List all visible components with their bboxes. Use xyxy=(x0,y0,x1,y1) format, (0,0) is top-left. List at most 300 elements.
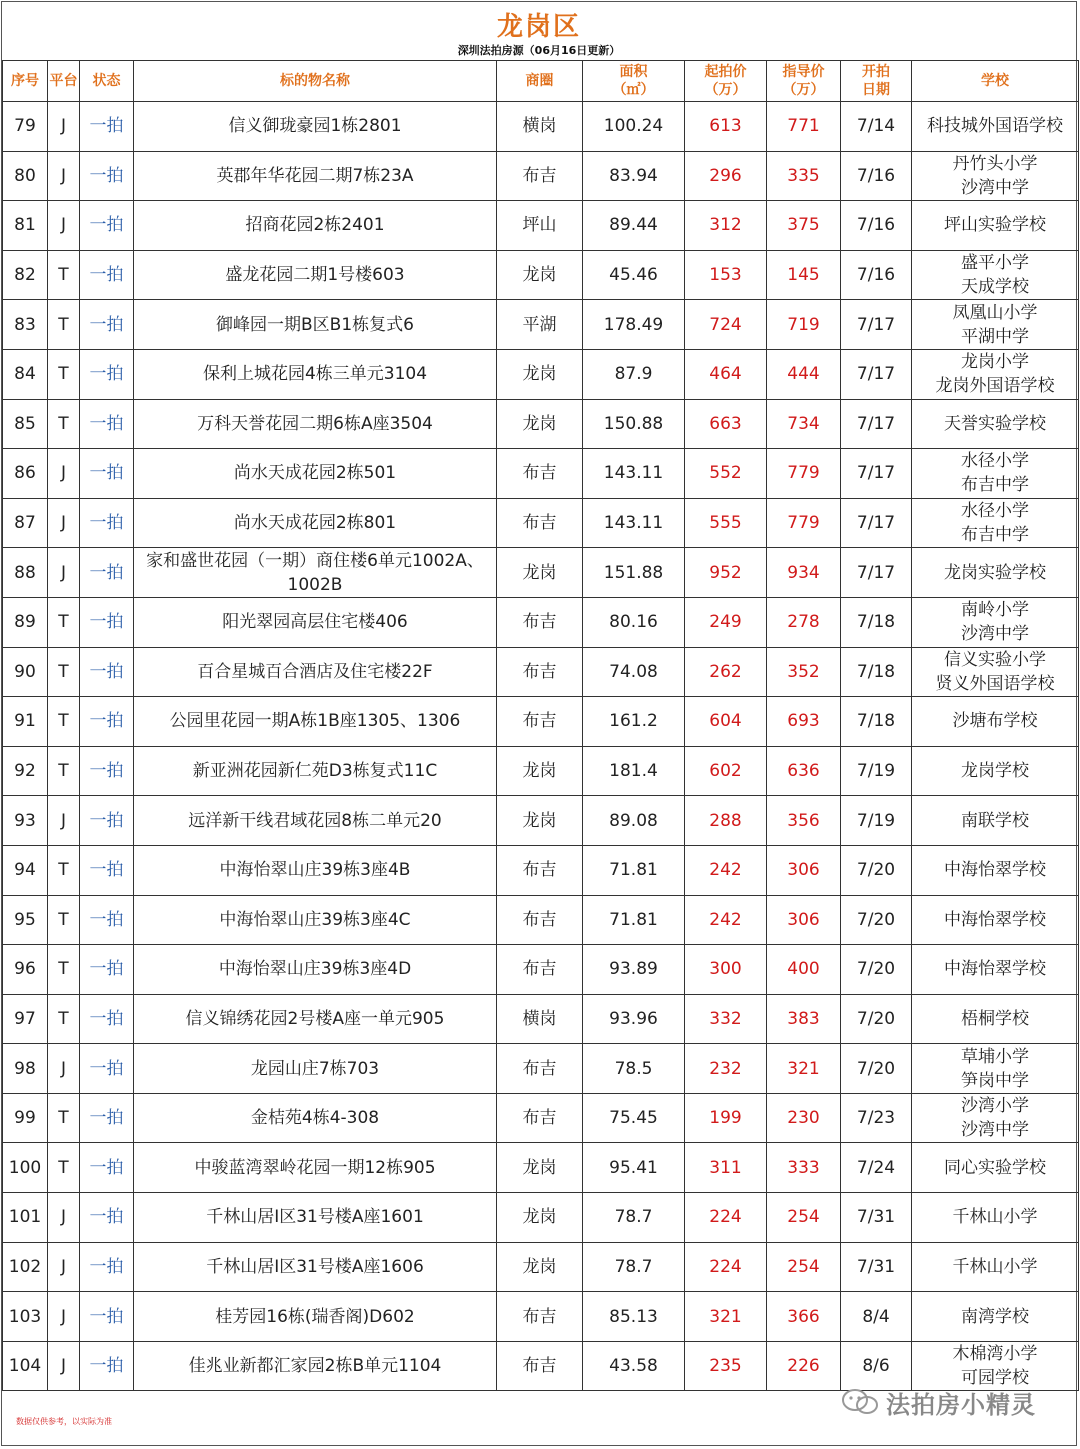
cell-size: 93.96 xyxy=(583,994,685,1044)
cell-size: 80.16 xyxy=(583,597,685,647)
cell-guide-price: 335 xyxy=(767,151,841,201)
table-row xyxy=(3,597,1079,647)
cell-status[interactable]: 一拍 xyxy=(80,895,134,945)
cell-status[interactable]: 一拍 xyxy=(80,151,134,201)
cell-district: 布吉 xyxy=(497,449,583,499)
table-row xyxy=(3,1093,1079,1143)
cell-name: 阳光翠园高层住宅楼406 xyxy=(134,597,497,647)
cell-start-price: 952 xyxy=(685,548,767,598)
cell-status[interactable]: 一拍 xyxy=(80,994,134,1044)
cell-date: 7/20 xyxy=(841,1044,912,1094)
page-title: 龙岗区 xyxy=(496,12,581,42)
cell-no: 103 xyxy=(3,1292,48,1342)
cell-no: 86 xyxy=(3,449,48,499)
cell-date: 7/19 xyxy=(841,796,912,846)
cell-start-price: 242 xyxy=(685,895,767,945)
cell-district: 龙岗 xyxy=(497,399,583,449)
cell-platform: T xyxy=(48,300,80,350)
wechat-official-account-icon xyxy=(840,1387,880,1417)
cell-start-price: 602 xyxy=(685,746,767,796)
header-size: 面积 （㎡） xyxy=(583,61,685,102)
table-row xyxy=(3,1292,1079,1342)
cell-name: 桂芳园16栋(瑞香阁)D602 xyxy=(134,1292,497,1342)
cell-guide-price: 771 xyxy=(767,102,841,152)
cell-no: 84 xyxy=(3,349,48,399)
cell-start-price: 296 xyxy=(685,151,767,201)
cell-no: 90 xyxy=(3,647,48,697)
cell-date: 8/6 xyxy=(841,1341,912,1391)
cell-start-price: 262 xyxy=(685,647,767,697)
cell-guide-price: 230 xyxy=(767,1093,841,1143)
cell-date: 7/16 xyxy=(841,250,912,300)
cell-start-price: 235 xyxy=(685,1341,767,1391)
cell-no: 87 xyxy=(3,498,48,548)
cell-school: 沙塘布学校 xyxy=(912,697,1079,747)
cell-name: 佳兆业新都汇家园2栋B单元1104 xyxy=(134,1341,497,1391)
cell-school: 坪山实验学校 xyxy=(912,201,1079,251)
cell-status[interactable]: 一拍 xyxy=(80,1093,134,1143)
cell-size: 100.24 xyxy=(583,102,685,152)
table-row xyxy=(3,647,1079,697)
cell-guide-price: 333 xyxy=(767,1143,841,1193)
cell-no: 92 xyxy=(3,746,48,796)
cell-district: 坪山 xyxy=(497,201,583,251)
cell-start-price: 332 xyxy=(685,994,767,1044)
cell-date: 7/20 xyxy=(841,895,912,945)
cell-guide-price: 352 xyxy=(767,647,841,697)
cell-district: 布吉 xyxy=(497,697,583,747)
cell-name: 保利上城花园4栋三单元3104 xyxy=(134,349,497,399)
cell-district: 龙岗 xyxy=(497,746,583,796)
cell-school: 千林山小学 xyxy=(912,1193,1079,1243)
cell-date: 7/20 xyxy=(841,994,912,1044)
header-no: 序号 xyxy=(3,61,48,102)
cell-guide-price: 383 xyxy=(767,994,841,1044)
cell-size: 178.49 xyxy=(583,300,685,350)
cell-no: 81 xyxy=(3,201,48,251)
cell-no: 99 xyxy=(3,1093,48,1143)
cell-platform: J xyxy=(48,796,80,846)
cell-guide-price: 254 xyxy=(767,1242,841,1292)
cell-district: 龙岗 xyxy=(497,1193,583,1243)
cell-status[interactable]: 一拍 xyxy=(80,349,134,399)
cell-status[interactable]: 一拍 xyxy=(80,399,134,449)
cell-date: 7/19 xyxy=(841,746,912,796)
cell-start-price: 321 xyxy=(685,1292,767,1342)
cell-school: 中海怡翠学校 xyxy=(912,895,1079,945)
cell-guide-price: 145 xyxy=(767,250,841,300)
cell-name: 新亚洲花园新仁苑D3栋复式11C xyxy=(134,746,497,796)
cell-start-price: 224 xyxy=(685,1242,767,1292)
table-body xyxy=(3,102,1079,1391)
cell-status[interactable]: 一拍 xyxy=(80,102,134,152)
cell-date: 7/20 xyxy=(841,845,912,895)
page-subtitle: 深圳法拍房源（06月16日更新） xyxy=(457,44,621,57)
table-header-row xyxy=(3,61,1079,102)
cell-school: 南岭小学 沙湾中学 xyxy=(912,597,1079,647)
cell-no: 97 xyxy=(3,994,48,1044)
cell-school: 水径小学 布吉中学 xyxy=(912,498,1079,548)
cell-school: 千林山小学 xyxy=(912,1242,1079,1292)
cell-district: 龙岗 xyxy=(497,1143,583,1193)
table-row xyxy=(3,349,1079,399)
table-row xyxy=(3,300,1079,350)
cell-platform: T xyxy=(48,845,80,895)
cell-no: 94 xyxy=(3,845,48,895)
cell-status[interactable]: 一拍 xyxy=(80,597,134,647)
cell-platform: J xyxy=(48,498,80,548)
cell-date: 7/18 xyxy=(841,647,912,697)
cell-platform: T xyxy=(48,250,80,300)
cell-school: 凤凰山小学 平湖中学 xyxy=(912,300,1079,350)
table-row xyxy=(3,1193,1079,1243)
cell-start-price: 300 xyxy=(685,945,767,995)
cell-no: 98 xyxy=(3,1044,48,1094)
cell-guide-price: 636 xyxy=(767,746,841,796)
cell-name: 千林山居Ⅰ区31号楼A座1606 xyxy=(134,1242,497,1292)
cell-status[interactable]: 一拍 xyxy=(80,697,134,747)
cell-district: 布吉 xyxy=(497,1292,583,1342)
cell-status[interactable]: 一拍 xyxy=(80,1143,134,1193)
cell-no: 82 xyxy=(3,250,48,300)
cell-platform: J xyxy=(48,548,80,598)
cell-size: 74.08 xyxy=(583,647,685,697)
cell-name: 中海怡翠山庄39栋3座4D xyxy=(134,945,497,995)
cell-size: 89.44 xyxy=(583,201,685,251)
cell-start-price: 224 xyxy=(685,1193,767,1243)
cell-guide-price: 734 xyxy=(767,399,841,449)
cell-no: 88 xyxy=(3,548,48,598)
table-row xyxy=(3,994,1079,1044)
table-row xyxy=(3,498,1079,548)
cell-start-price: 153 xyxy=(685,250,767,300)
table-row xyxy=(3,399,1079,449)
cell-school: 龙岗学校 xyxy=(912,746,1079,796)
cell-name: 英郡年华花园二期7栋23A xyxy=(134,151,497,201)
cell-school: 木棉湾小学 可园学校 xyxy=(912,1341,1079,1391)
cell-no: 83 xyxy=(3,300,48,350)
cell-date: 7/31 xyxy=(841,1242,912,1292)
listing-table xyxy=(2,60,1079,1391)
cell-school: 草埔小学 笋岗中学 xyxy=(912,1044,1079,1094)
header-status: 状态 xyxy=(80,61,134,102)
cell-date: 7/17 xyxy=(841,498,912,548)
cell-status[interactable]: 一拍 xyxy=(80,647,134,697)
table-row xyxy=(3,201,1079,251)
cell-district: 布吉 xyxy=(497,945,583,995)
table-row xyxy=(3,945,1079,995)
header-date: 开拍 日期 xyxy=(841,61,912,102)
cell-no: 104 xyxy=(3,1341,48,1391)
cell-platform: J xyxy=(48,102,80,152)
cell-school: 梧桐学校 xyxy=(912,994,1079,1044)
cell-no: 95 xyxy=(3,895,48,945)
listing-sheet xyxy=(1,1,1077,1446)
cell-platform: T xyxy=(48,895,80,945)
cell-date: 7/17 xyxy=(841,449,912,499)
cell-district: 平湖 xyxy=(497,300,583,350)
cell-start-price: 311 xyxy=(685,1143,767,1193)
cell-platform: T xyxy=(48,945,80,995)
cell-status[interactable]: 一拍 xyxy=(80,746,134,796)
cell-name: 金桔苑4栋4-308 xyxy=(134,1093,497,1143)
cell-district: 龙岗 xyxy=(497,349,583,399)
cell-size: 151.88 xyxy=(583,548,685,598)
cell-date: 7/17 xyxy=(841,399,912,449)
cell-status[interactable]: 一拍 xyxy=(80,1292,134,1342)
cell-size: 78.5 xyxy=(583,1044,685,1094)
cell-date: 7/18 xyxy=(841,697,912,747)
cell-platform: T xyxy=(48,746,80,796)
cell-guide-price: 366 xyxy=(767,1292,841,1342)
table-row xyxy=(3,697,1079,747)
cell-status[interactable]: 一拍 xyxy=(80,1341,134,1391)
cell-name: 信义御珑豪园1栋2801 xyxy=(134,102,497,152)
cell-date: 7/17 xyxy=(841,548,912,598)
cell-start-price: 288 xyxy=(685,796,767,846)
cell-name: 龙园山庄7栋703 xyxy=(134,1044,497,1094)
cell-name: 信义锦绣花园2号楼A座一单元905 xyxy=(134,994,497,1044)
cell-name: 尚水天成花园2栋801 xyxy=(134,498,497,548)
cell-date: 7/31 xyxy=(841,1193,912,1243)
cell-school: 同心实验学校 xyxy=(912,1143,1079,1193)
watermark-text: 法拍房小精灵 xyxy=(886,1390,1036,1419)
cell-name: 千林山居Ⅰ区31号楼A座1601 xyxy=(134,1193,497,1243)
cell-start-price: 232 xyxy=(685,1044,767,1094)
cell-platform: J xyxy=(48,449,80,499)
cell-size: 87.9 xyxy=(583,349,685,399)
cell-size: 45.46 xyxy=(583,250,685,300)
cell-date: 7/18 xyxy=(841,597,912,647)
table-row xyxy=(3,895,1079,945)
cell-no: 85 xyxy=(3,399,48,449)
cell-platform: J xyxy=(48,1193,80,1243)
cell-district: 布吉 xyxy=(497,498,583,548)
cell-size: 85.13 xyxy=(583,1292,685,1342)
cell-district: 布吉 xyxy=(497,1044,583,1094)
cell-guide-price: 934 xyxy=(767,548,841,598)
cell-size: 143.11 xyxy=(583,449,685,499)
cell-status[interactable]: 一拍 xyxy=(80,498,134,548)
cell-date: 8/4 xyxy=(841,1292,912,1342)
cell-start-price: 555 xyxy=(685,498,767,548)
cell-size: 89.08 xyxy=(583,796,685,846)
table-row xyxy=(3,548,1079,598)
cell-district: 龙岗 xyxy=(497,250,583,300)
cell-district: 布吉 xyxy=(497,647,583,697)
cell-size: 43.58 xyxy=(583,1341,685,1391)
cell-size: 95.41 xyxy=(583,1143,685,1193)
cell-guide-price: 444 xyxy=(767,349,841,399)
cell-platform: T xyxy=(48,697,80,747)
cell-platform: T xyxy=(48,994,80,1044)
cell-no: 89 xyxy=(3,597,48,647)
cell-school: 南湾学校 xyxy=(912,1292,1079,1342)
cell-name: 万科天誉花园二期6栋A座3504 xyxy=(134,399,497,449)
cell-start-price: 613 xyxy=(685,102,767,152)
cell-date: 7/14 xyxy=(841,102,912,152)
cell-size: 78.7 xyxy=(583,1242,685,1292)
cell-guide-price: 278 xyxy=(767,597,841,647)
cell-name: 家和盛世花园（一期）商住楼6单元1002A、 1002B xyxy=(134,548,497,598)
cell-date: 7/24 xyxy=(841,1143,912,1193)
cell-start-price: 464 xyxy=(685,349,767,399)
cell-name: 御峰园一期B区B1栋复式6 xyxy=(134,300,497,350)
table-row xyxy=(3,1143,1079,1193)
cell-no: 100 xyxy=(3,1143,48,1193)
cell-school: 信义实验小学 贤义外国语学校 xyxy=(912,647,1079,697)
cell-size: 75.45 xyxy=(583,1093,685,1143)
cell-district: 布吉 xyxy=(497,151,583,201)
cell-no: 79 xyxy=(3,102,48,152)
cell-platform: T xyxy=(48,597,80,647)
cell-status[interactable]: 一拍 xyxy=(80,1242,134,1292)
cell-status[interactable]: 一拍 xyxy=(80,796,134,846)
cell-status[interactable]: 一拍 xyxy=(80,201,134,251)
cell-school: 中海怡翠学校 xyxy=(912,945,1079,995)
cell-platform: T xyxy=(48,1093,80,1143)
watermark xyxy=(840,1384,1060,1420)
cell-platform: J xyxy=(48,1341,80,1391)
cell-status[interactable]: 一拍 xyxy=(80,845,134,895)
cell-platform: J xyxy=(48,1242,80,1292)
cell-school: 天誉实验学校 xyxy=(912,399,1079,449)
cell-guide-price: 375 xyxy=(767,201,841,251)
footnote: 数据仅供参考，以实际为准 xyxy=(16,1417,112,1426)
cell-guide-price: 254 xyxy=(767,1193,841,1243)
cell-district: 龙岗 xyxy=(497,1242,583,1292)
cell-school: 龙岗实验学校 xyxy=(912,548,1079,598)
cell-start-price: 552 xyxy=(685,449,767,499)
cell-no: 80 xyxy=(3,151,48,201)
cell-platform: J xyxy=(48,1044,80,1094)
cell-start-price: 199 xyxy=(685,1093,767,1143)
cell-start-price: 663 xyxy=(685,399,767,449)
cell-size: 181.4 xyxy=(583,746,685,796)
cell-guide-price: 306 xyxy=(767,895,841,945)
cell-no: 93 xyxy=(3,796,48,846)
cell-guide-price: 779 xyxy=(767,449,841,499)
cell-no: 96 xyxy=(3,945,48,995)
table-row xyxy=(3,151,1079,201)
cell-name: 尚水天成花园2栋501 xyxy=(134,449,497,499)
cell-size: 143.11 xyxy=(583,498,685,548)
cell-start-price: 242 xyxy=(685,845,767,895)
cell-date: 7/16 xyxy=(841,151,912,201)
cell-date: 7/20 xyxy=(841,945,912,995)
table-row xyxy=(3,1044,1079,1094)
header-school: 学校 xyxy=(912,61,1079,102)
header-start-price: 起拍价 （万） xyxy=(685,61,767,102)
cell-no: 91 xyxy=(3,697,48,747)
cell-status[interactable]: 一拍 xyxy=(80,1193,134,1243)
cell-date: 7/17 xyxy=(841,349,912,399)
cell-size: 71.81 xyxy=(583,845,685,895)
cell-name: 招商花园2栋2401 xyxy=(134,201,497,251)
cell-name: 中骏蓝湾翠岭花园一期12栋905 xyxy=(134,1143,497,1193)
cell-status[interactable]: 一拍 xyxy=(80,548,134,598)
table-row xyxy=(3,250,1079,300)
header-district: 商圈 xyxy=(497,61,583,102)
table-row xyxy=(3,449,1079,499)
cell-date: 7/17 xyxy=(841,300,912,350)
cell-platform: T xyxy=(48,1143,80,1193)
cell-platform: T xyxy=(48,349,80,399)
cell-size: 150.88 xyxy=(583,399,685,449)
cell-platform: J xyxy=(48,151,80,201)
cell-platform: J xyxy=(48,1292,80,1342)
cell-size: 161.2 xyxy=(583,697,685,747)
cell-school: 科技城外国语学校 xyxy=(912,102,1079,152)
cell-start-price: 724 xyxy=(685,300,767,350)
cell-size: 71.81 xyxy=(583,895,685,945)
header-guide-price: 指导价 （万） xyxy=(767,61,841,102)
cell-school: 沙湾小学 沙湾中学 xyxy=(912,1093,1079,1143)
cell-school: 中海怡翠学校 xyxy=(912,845,1079,895)
cell-name: 中海怡翠山庄39栋3座4C xyxy=(134,895,497,945)
cell-start-price: 249 xyxy=(685,597,767,647)
cell-size: 83.94 xyxy=(583,151,685,201)
cell-size: 93.89 xyxy=(583,945,685,995)
cell-status[interactable]: 一拍 xyxy=(80,945,134,995)
cell-platform: T xyxy=(48,399,80,449)
cell-date: 7/16 xyxy=(841,201,912,251)
cell-guide-price: 779 xyxy=(767,498,841,548)
cell-start-price: 312 xyxy=(685,201,767,251)
cell-district: 布吉 xyxy=(497,1093,583,1143)
header-platform: 平台 xyxy=(48,61,80,102)
cell-school: 水径小学 布吉中学 xyxy=(912,449,1079,499)
cell-district: 龙岗 xyxy=(497,548,583,598)
cell-school: 丹竹头小学 沙湾中学 xyxy=(912,151,1079,201)
cell-name: 中海怡翠山庄39栋3座4B xyxy=(134,845,497,895)
table-row xyxy=(3,746,1079,796)
cell-status[interactable]: 一拍 xyxy=(80,1044,134,1094)
cell-platform: T xyxy=(48,647,80,697)
cell-district: 布吉 xyxy=(497,597,583,647)
cell-guide-price: 321 xyxy=(767,1044,841,1094)
cell-no: 101 xyxy=(3,1193,48,1243)
cell-name: 盛龙花园二期1号楼603 xyxy=(134,250,497,300)
cell-district: 横岗 xyxy=(497,102,583,152)
cell-district: 布吉 xyxy=(497,845,583,895)
cell-start-price: 604 xyxy=(685,697,767,747)
cell-school: 南联学校 xyxy=(912,796,1079,846)
cell-district: 布吉 xyxy=(497,895,583,945)
cell-guide-price: 356 xyxy=(767,796,841,846)
cell-district: 龙岗 xyxy=(497,796,583,846)
cell-name: 远洋新干线君域花园8栋二单元20 xyxy=(134,796,497,846)
cell-school: 盛平小学 天成学校 xyxy=(912,250,1079,300)
cell-guide-price: 719 xyxy=(767,300,841,350)
cell-status[interactable]: 一拍 xyxy=(80,250,134,300)
table-row xyxy=(3,102,1079,152)
cell-guide-price: 306 xyxy=(767,845,841,895)
cell-name: 公园里花园一期A栋1B座1305、1306 xyxy=(134,697,497,747)
cell-guide-price: 226 xyxy=(767,1341,841,1391)
cell-district: 横岗 xyxy=(497,994,583,1044)
cell-guide-price: 693 xyxy=(767,697,841,747)
cell-no: 102 xyxy=(3,1242,48,1292)
table-row xyxy=(3,1242,1079,1292)
table-row xyxy=(3,845,1079,895)
cell-status[interactable]: 一拍 xyxy=(80,300,134,350)
cell-date: 7/23 xyxy=(841,1093,912,1143)
cell-status[interactable]: 一拍 xyxy=(80,449,134,499)
cell-platform: J xyxy=(48,201,80,251)
cell-size: 78.7 xyxy=(583,1193,685,1243)
cell-school: 龙岗小学 龙岗外国语学校 xyxy=(912,349,1079,399)
